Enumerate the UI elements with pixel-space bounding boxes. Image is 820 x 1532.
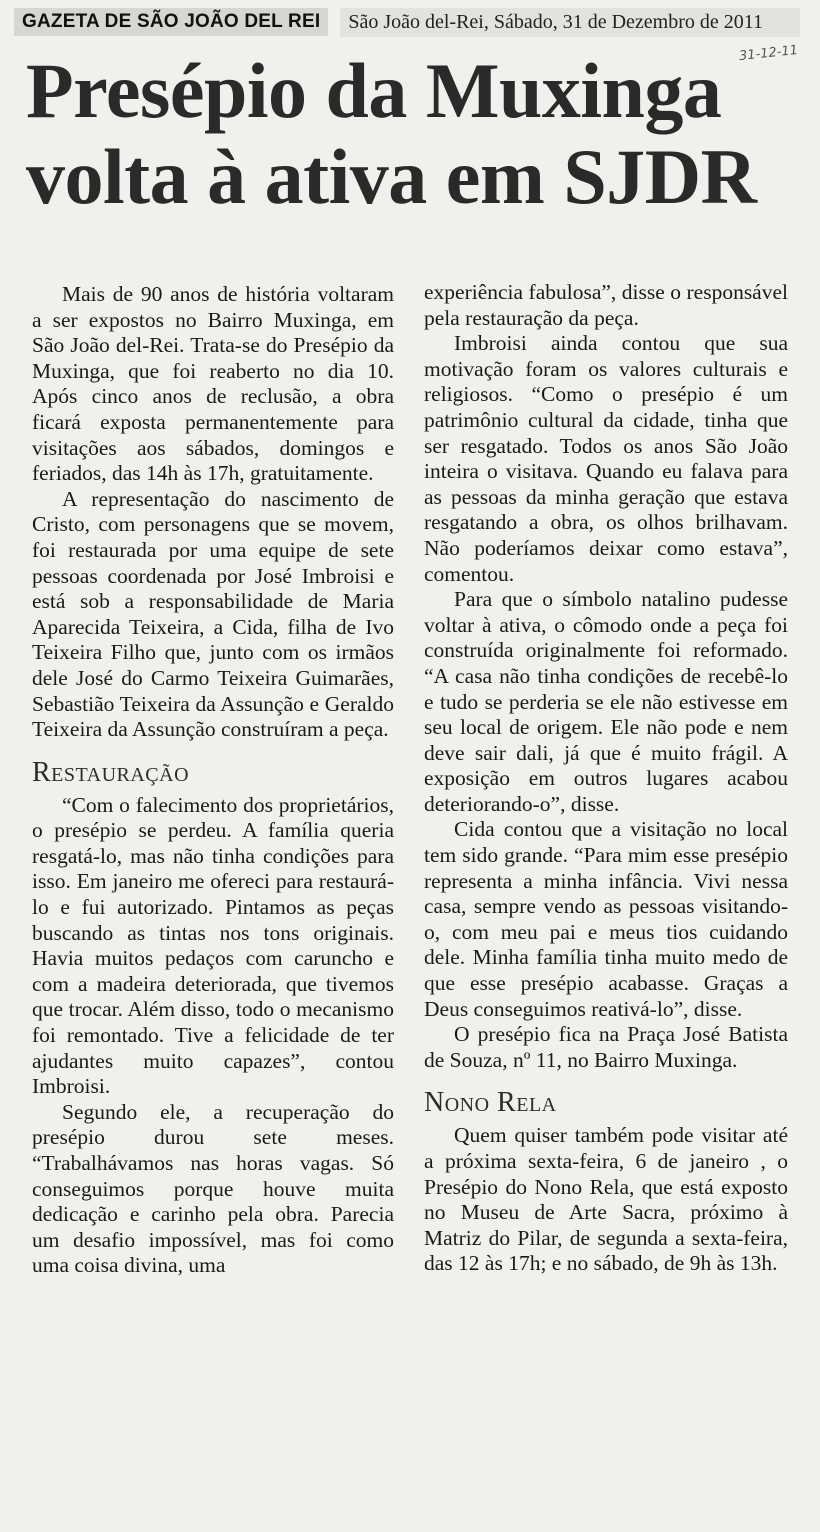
paragraph: O presépio fica na Praça José Batista de Souza, nº 11, no Bairro Muxinga. [424,1022,788,1072]
newspaper-name: GAZETA DE SÃO JOÃO DEL REI [14,8,328,36]
article-column-left [32,282,394,1279]
paragraph: Cida contou que a visitação no local tem sido grande. “Para mim esse presépio representa a minha infância. Vivi nessa casa, sempre vendo as pessoas visitando-o, com meu pai e meus tios cuidando dele. Minha família tinha muito medo de que esse presépio acabasse. Graças a Deus conseguimos reativá-lo”, disse. [424,817,788,1021]
paragraph: A representação do nascimento de Cristo, com personagens que se movem, foi restaurada por uma equipe de sete pessoas coordenada por José Imbroisi e está sob a responsabilidade de Maria Aparecida Teixeira, a Cida, filha de Ivo Teixeira Filho que, junto com os irmãos dele José do Carmo Teixeira Guimarães, Sebastião Teixeira da Assunção e Geraldo Teixeira da Assunção construíram a peça. [32,486,394,742]
article-headline: Presépio da Muxinga volta à ativa em SJDR [26,47,757,220]
dateline: São João del-Rei, Sábado, 31 de Dezembro de 2011 [340,8,800,37]
subhead-restauracao: Restauração [32,756,190,788]
paragraph: Mais de 90 anos de história voltaram a ser expostos no Bairro Muxinga, em São João del-Rei. Trata-se do Presépio da Muxinga, que foi reaberto no dia 10. Após cinco anos de reclusão, a obra ficará exposta permanentemente para visitações aos sábados, domingos e feriados, das 14h às 17h, gratuitamente. [32,282,394,486]
paragraph: Para que o símbolo natalino pudesse voltar à ativa, o cômodo onde a peça foi construída originalmente foi reformado. “A casa não tinha condições de recebê-lo e tudo se perderia se ele não estivesse em seu local de origem. Ele não pode e nem deve sair dali, já que é muito frágil. A exposição em outros lugares acabou deteriorando-o”, disse. [424,587,788,816]
paragraph-continuation: experiência fabulosa”, disse o responsável pela restauração da peça. [424,280,788,330]
paragraph: Quem quiser também pode visitar até a próxima sexta-feira, 6 de janeiro , o Presépio do Nono Rela, que está exposto no Museu de Arte Sacra, próximo à Matriz do Pilar, de segunda a sexta-feira, das 12 às 17h; e no sábado, de 9h às 13h. [424,1123,788,1276]
paragraph: Segundo ele, a recuperação do presépio durou sete meses. “Trabalhávamos nas horas vagas. Só conseguimos porque houve muita dedicação e carinho pela obra. Parecia um desafio impossível, mas foi como uma coisa divina, uma [32,1099,394,1278]
handwritten-date-note: 31-12-11 [738,42,799,65]
subhead-nono-rela: Nono Rela [424,1087,557,1119]
article-column-right [424,280,788,1277]
paragraph: “Com o falecimento dos proprietários, o presépio se perdeu. A família queria resgatá-lo, mas não tinha condições para isso. Em janeiro me ofereci para restaurá-lo e fui autorizado. Pintamos as peças buscando as tintas nos tons originais. Havia muitos pedaços com caruncho e com a madeira deteriorada, que tivemos que trocar. Além disso, todo o mecanismo foi remontado. Tive a felicidade de ter ajudantes muito capazes”, contou Imbroisi. [32,792,394,1099]
masthead [14,6,800,38]
paragraph: Imbroisi ainda contou que sua motivação foram os valores culturais e religiosos. “Como o presépio é um patrimônio cultural da cidade, tinha que ser resgatado. Todos os anos São João inteira o visitava. Quando eu falava para as pessoas da minha geração que estava resgatando a obra, os olhos brilhavam. Não poderíamos deixar como estava”, comentou. [424,331,788,586]
